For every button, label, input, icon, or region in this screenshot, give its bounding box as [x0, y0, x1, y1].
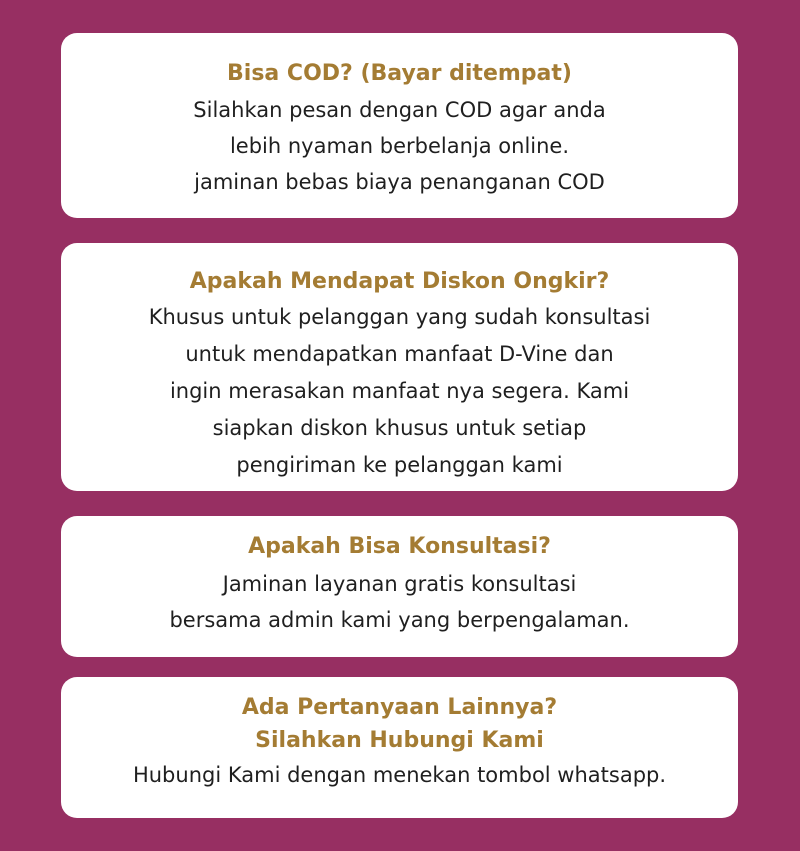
faq-text-line: Hubungi Kami dengan menekan tombol whatsapp.: [132, 763, 667, 787]
faq-text-line: siapkan diskon khusus untuk setiap: [212, 416, 587, 440]
faq-card-cod: [61, 33, 738, 218]
faq-text-line: pengiriman ke pelanggan kami: [236, 453, 563, 477]
faq-text-line: lebih nyaman berbelanja online.: [229, 134, 570, 158]
faq-text-line: jaminan bebas biaya penanganan COD: [194, 170, 605, 194]
faq-text-line: Khusus untuk pelanggan yang sudah konsultasi: [148, 305, 651, 329]
faq-card-diskon-ongkir: [61, 243, 738, 491]
faq-text-line: Jaminan layanan gratis konsultasi: [222, 572, 577, 596]
faq-text-line: Silahkan pesan dengan COD agar anda: [193, 98, 606, 122]
faq-text-line: untuk mendapatkan manfaat D-Vine dan: [185, 342, 614, 366]
faq-title-pertanyaan-lainnya: Ada Pertanyaan Lainnya?: [241, 695, 558, 720]
faq-card-konsultasi: [61, 516, 738, 657]
faq-title-diskon-ongkir: Apakah Mendapat Diskon Ongkir?: [189, 269, 610, 294]
faq-title-konsultasi: Apakah Bisa Konsultasi?: [248, 534, 551, 559]
faq-title-cod: Bisa COD? (Bayar ditempat): [227, 61, 572, 86]
faq-card-hubungi-kami: [61, 677, 738, 818]
faq-text-line: bersama admin kami yang berpengalaman.: [169, 608, 630, 632]
faq-title-hubungi-kami: Silahkan Hubungi Kami: [255, 728, 544, 753]
faq-text-line: ingin merasakan manfaat nya segera. Kami: [169, 379, 630, 403]
